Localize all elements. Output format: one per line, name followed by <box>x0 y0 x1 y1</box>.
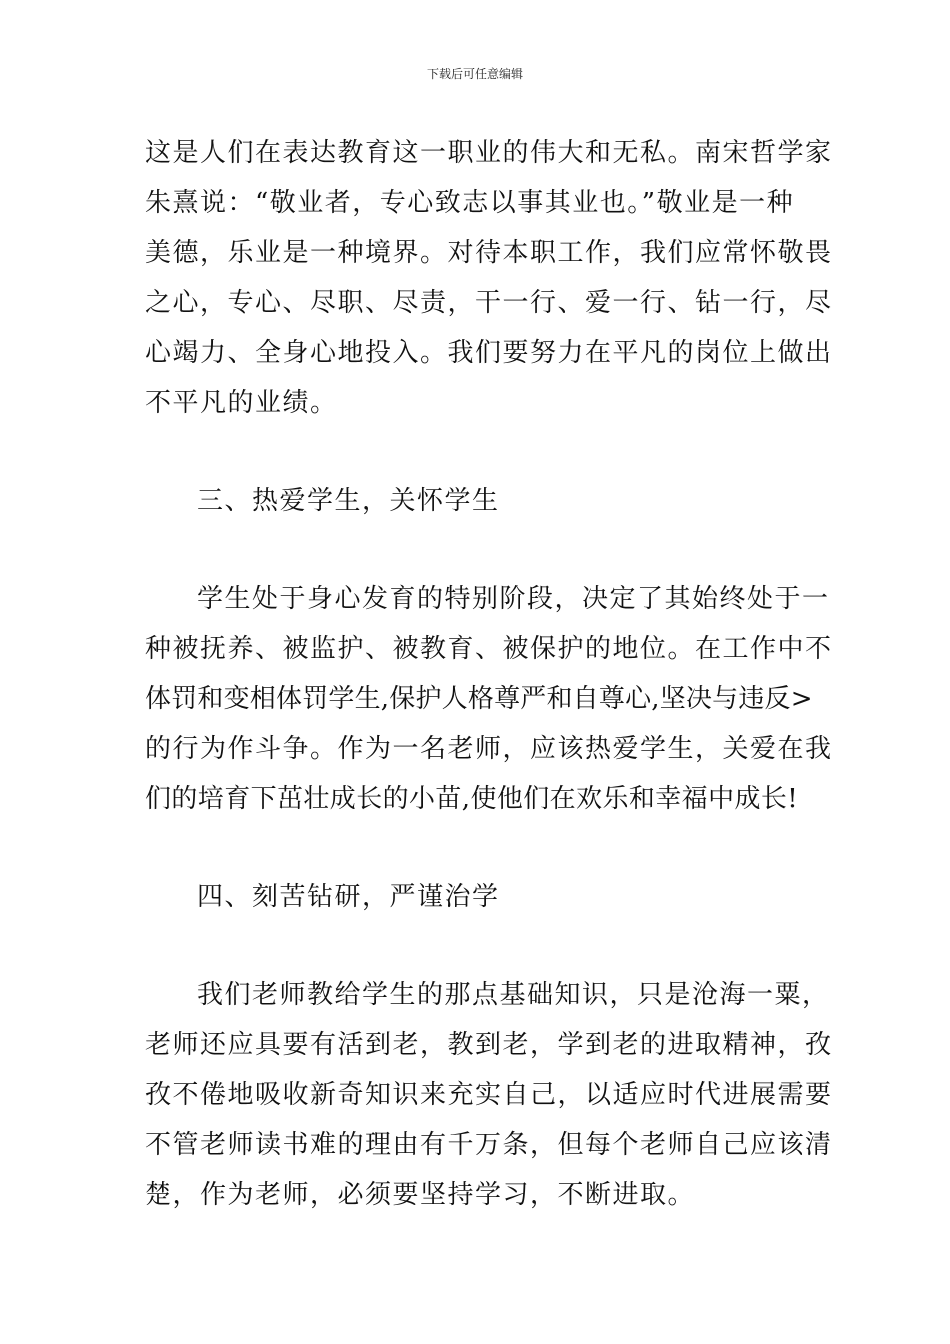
paragraph-line: 美德，乐业是一种境界。对待本职工作，我们应常怀敬畏 <box>145 238 833 268</box>
paragraph-line: 心竭力、全身心地投入。我们要努力在平凡的岗位上做出 <box>145 338 833 368</box>
paragraph-gap <box>145 526 807 574</box>
page-header: 下载后可任意编辑 <box>426 67 523 81</box>
paragraph-gap <box>145 428 807 476</box>
paragraph-line: 不平凡的业绩。 <box>145 388 338 418</box>
paragraph-line: 这是人们在表达教育这一职业的伟大和无私。南宋哲学家 <box>145 138 833 168</box>
paragraph-line: 种被抚养、被监护、被教育、被保护的地位。在工作中不 <box>145 634 833 664</box>
section-heading-3 <box>145 476 807 526</box>
document-body <box>145 128 833 1220</box>
paragraph-gap <box>145 922 807 970</box>
paragraph-line: 们的培育下茁壮成长的小苗,使他们在欢乐和幸福中成长! <box>145 784 799 814</box>
paragraph-3 <box>145 970 833 1220</box>
heading-text: 三、热爱学生，关怀学生 <box>197 486 500 516</box>
paragraph-line: 体罚和变相体罚学生,保护人格尊严和自尊心,坚决与违反> <box>145 684 813 714</box>
paragraph-2 <box>145 574 833 824</box>
paragraph-line: 朱熹说：“敬业者，专心致志以事其业也。”敬业是一种 <box>145 188 795 218</box>
paragraph-1 <box>145 128 833 428</box>
paragraph-line: 孜不倦地吸收新奇知识来充实自己，以适应时代进展需要 <box>145 1080 833 1110</box>
paragraph-line: 我们老师教给学生的那点基础知识，只是沧海一粟， <box>197 980 830 1010</box>
paragraph-gap <box>145 824 807 872</box>
paragraph-line: 楚，作为老师，必须要坚持学习，不断进取。 <box>145 1180 696 1210</box>
paragraph-line: 的行为作斗争。作为一名老师，应该热爱学生，关爱在我 <box>145 734 833 764</box>
paragraph-line: 之心，专心、尽职、尽责，干一行、爱一行、钻一行，尽 <box>145 288 833 318</box>
paragraph-line: 老师还应具要有活到老，教到老，学到老的进取精神，孜 <box>145 1030 833 1060</box>
paragraph-line: 学生处于身心发育的特别阶段，决定了其始终处于一 <box>197 584 830 614</box>
paragraph-line: 不管老师读书难的理由有千万条，但每个老师自己应该清 <box>145 1130 833 1160</box>
section-heading-4 <box>145 872 807 922</box>
heading-text: 四、刻苦钻研，严谨治学 <box>197 882 500 912</box>
